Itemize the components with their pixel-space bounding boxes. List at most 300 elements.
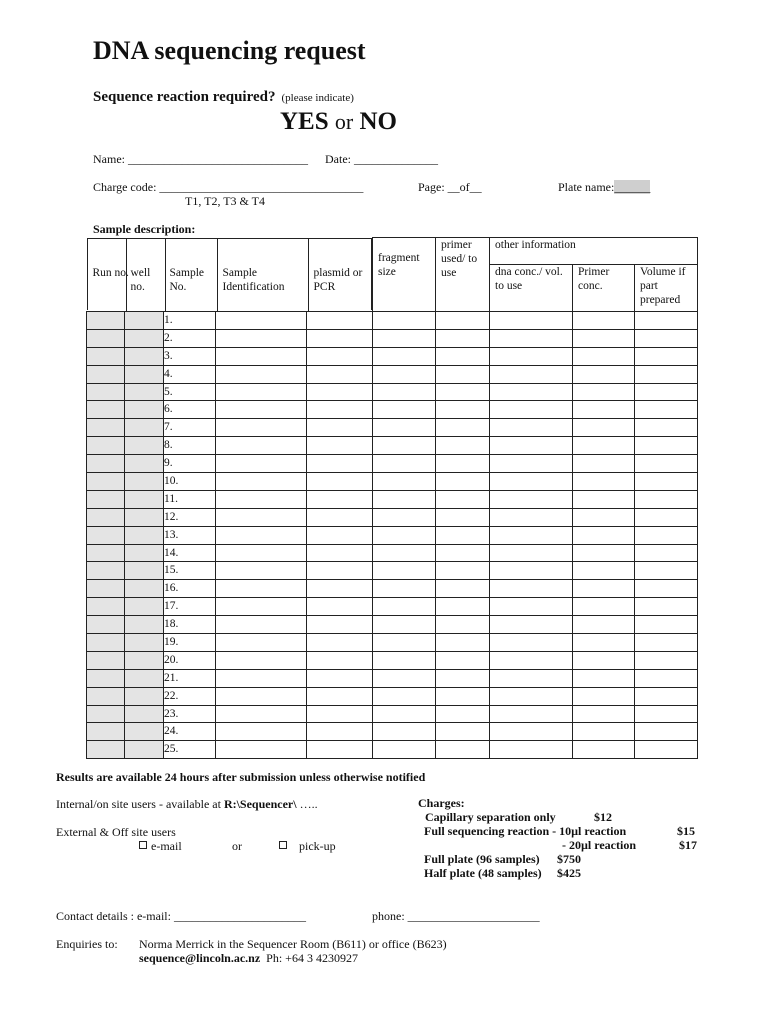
table-cell[interactable] [573, 634, 635, 652]
well-no-cell[interactable] [125, 687, 164, 705]
table-cell[interactable] [573, 490, 635, 508]
table-cell[interactable] [490, 580, 573, 598]
table-cell[interactable] [573, 705, 635, 723]
table-cell[interactable] [216, 312, 307, 330]
well-no-cell[interactable] [125, 508, 164, 526]
sample-no-cell: 9. [164, 455, 216, 473]
table-cell[interactable] [307, 616, 373, 634]
table-cell[interactable] [490, 634, 573, 652]
run-no-cell[interactable] [87, 705, 125, 723]
charge-label: Half plate (48 samples) [424, 866, 542, 880]
table-cell[interactable] [436, 741, 490, 759]
header-other-information: other information [490, 238, 698, 265]
table-cell[interactable] [307, 544, 373, 562]
sample-no-cell: 22. [164, 687, 216, 705]
sample-no-cell: 10. [164, 473, 216, 491]
well-no-cell[interactable] [125, 598, 164, 616]
well-no-cell[interactable] [125, 562, 164, 580]
table-cell[interactable] [573, 437, 635, 455]
sample-no-cell: 13. [164, 526, 216, 544]
charge-price: $750 [557, 852, 581, 866]
table-cell[interactable] [436, 455, 490, 473]
charge-price: $12 [594, 810, 612, 824]
table-cell[interactable] [573, 669, 635, 687]
contact-email-field[interactable]: Contact details : e-mail: ______________________ [56, 909, 306, 923]
table-cell[interactable] [436, 562, 490, 580]
table-cell[interactable] [573, 365, 635, 383]
table-cell[interactable] [373, 437, 436, 455]
table-cell[interactable] [490, 687, 573, 705]
run-no-cell[interactable] [87, 741, 125, 759]
well-no-cell[interactable] [125, 490, 164, 508]
name-field[interactable]: Name: ______________________________ [93, 152, 308, 166]
table-row [87, 490, 698, 508]
table-cell[interactable] [307, 437, 373, 455]
table-cell[interactable] [373, 383, 436, 401]
table-cell[interactable] [307, 669, 373, 687]
table-cell[interactable] [216, 347, 307, 365]
table-row [87, 687, 698, 705]
table-cell[interactable] [373, 669, 436, 687]
table-cell[interactable] [307, 741, 373, 759]
table-row [87, 705, 698, 723]
table-cell[interactable] [373, 705, 436, 723]
charges-block [418, 796, 697, 880]
run-no-cell[interactable] [87, 508, 125, 526]
sample-no-cell: 2. [164, 329, 216, 347]
table-cell[interactable] [436, 312, 490, 330]
table-cell[interactable] [436, 526, 490, 544]
run-no-cell[interactable] [87, 616, 125, 634]
table-row [87, 723, 698, 741]
well-no-cell[interactable] [125, 437, 164, 455]
table-cell[interactable] [216, 741, 307, 759]
table-cell[interactable] [490, 651, 573, 669]
table-cell[interactable] [490, 473, 573, 491]
plate-name-field[interactable] [558, 180, 650, 195]
sample-no-cell: 5. [164, 383, 216, 401]
table-cell[interactable] [490, 741, 573, 759]
table-cell[interactable] [307, 580, 373, 598]
table-cell[interactable] [436, 365, 490, 383]
table-cell[interactable] [635, 473, 698, 491]
table-cell[interactable] [490, 437, 573, 455]
header-plasmid-or-pcr: plasmid or PCR [313, 266, 363, 293]
sample-table [86, 237, 698, 759]
table-row [87, 312, 698, 330]
table-cell[interactable] [635, 437, 698, 455]
table-cell[interactable] [307, 508, 373, 526]
table-row [87, 329, 698, 347]
table-cell[interactable] [573, 526, 635, 544]
table-cell[interactable] [436, 437, 490, 455]
table-cell[interactable] [216, 651, 307, 669]
run-no-cell[interactable] [87, 687, 125, 705]
table-cell[interactable] [436, 383, 490, 401]
table-cell[interactable] [490, 705, 573, 723]
table-cell[interactable] [216, 544, 307, 562]
table-cell[interactable] [216, 473, 307, 491]
table-cell[interactable] [635, 562, 698, 580]
run-no-cell[interactable] [87, 634, 125, 652]
table-cell[interactable] [216, 365, 307, 383]
table-row [87, 634, 698, 652]
sample-no-cell: 4. [164, 365, 216, 383]
table-cell[interactable] [373, 598, 436, 616]
run-no-cell[interactable] [87, 526, 125, 544]
run-no-cell[interactable] [87, 544, 125, 562]
table-cell[interactable] [216, 490, 307, 508]
table-row [87, 669, 698, 687]
well-no-cell[interactable] [125, 455, 164, 473]
sample-no-cell: 23. [164, 705, 216, 723]
table-cell[interactable] [436, 490, 490, 508]
table-cell[interactable] [216, 723, 307, 741]
header-sample-identification: Sample Identification [222, 266, 285, 293]
table-cell[interactable] [373, 490, 436, 508]
table-cell[interactable] [635, 741, 698, 759]
well-no-cell[interactable] [125, 616, 164, 634]
table-cell[interactable] [490, 598, 573, 616]
table-cell[interactable] [635, 508, 698, 526]
table-cell[interactable] [573, 687, 635, 705]
well-no-cell[interactable] [125, 580, 164, 598]
header-dna-conc: dna conc./ vol. to use [490, 265, 573, 312]
table-cell[interactable] [373, 526, 436, 544]
well-no-cell[interactable] [125, 473, 164, 491]
table-cell[interactable] [373, 455, 436, 473]
table-cell[interactable] [635, 651, 698, 669]
table-cell[interactable] [635, 401, 698, 419]
table-cell[interactable] [573, 651, 635, 669]
table-cell[interactable] [490, 455, 573, 473]
table-cell[interactable] [216, 329, 307, 347]
table-cell[interactable] [573, 562, 635, 580]
well-no-cell[interactable] [125, 526, 164, 544]
table-cell[interactable] [635, 598, 698, 616]
table-cell[interactable] [490, 365, 573, 383]
table-row [87, 455, 698, 473]
table-cell[interactable] [373, 687, 436, 705]
enquiries-label: Enquiries to: [56, 937, 118, 951]
table-cell[interactable] [573, 723, 635, 741]
table-cell[interactable] [373, 365, 436, 383]
table-cell[interactable] [573, 616, 635, 634]
table-cell[interactable] [490, 562, 573, 580]
table-cell[interactable] [635, 580, 698, 598]
table-cell[interactable] [307, 419, 373, 437]
table-cell[interactable] [373, 580, 436, 598]
header-left-block [87, 238, 373, 312]
enquiries-email[interactable]: sequence@lincoln.ac.nz [139, 951, 261, 965]
table-row [87, 741, 698, 759]
table-cell[interactable] [216, 616, 307, 634]
table-cell[interactable] [436, 329, 490, 347]
table-cell[interactable] [373, 741, 436, 759]
table-cell[interactable] [373, 723, 436, 741]
results-note: Results are available 24 hours after submission unless otherwise notified [56, 770, 426, 784]
run-no-cell[interactable] [87, 490, 125, 508]
well-no-cell[interactable] [125, 312, 164, 330]
no-option[interactable]: NO [359, 108, 397, 135]
table-cell[interactable] [216, 634, 307, 652]
table-cell[interactable] [635, 634, 698, 652]
table-cell[interactable] [573, 473, 635, 491]
well-no-cell[interactable] [125, 651, 164, 669]
table-cell[interactable] [307, 490, 373, 508]
table-cell[interactable] [373, 544, 436, 562]
table-cell[interactable] [490, 544, 573, 562]
table-cell[interactable] [307, 383, 373, 401]
table-cell[interactable] [573, 508, 635, 526]
table-cell[interactable] [216, 562, 307, 580]
table-cell[interactable] [307, 526, 373, 544]
table-cell[interactable] [216, 598, 307, 616]
email-option-label: e-mail [151, 839, 182, 853]
well-no-cell[interactable] [125, 383, 164, 401]
well-no-cell[interactable] [125, 329, 164, 347]
table-cell[interactable] [216, 508, 307, 526]
divider [217, 239, 218, 311]
table-cell[interactable] [635, 723, 698, 741]
table-cell[interactable] [436, 651, 490, 669]
run-no-cell[interactable] [87, 723, 125, 741]
internal-path: R:\Sequencer\ [223, 797, 297, 811]
or-text: or [334, 109, 354, 134]
contact-phone-field[interactable]: phone: ______________________ [372, 909, 540, 923]
table-cell[interactable] [436, 580, 490, 598]
table-cell[interactable] [635, 455, 698, 473]
table-cell[interactable] [490, 383, 573, 401]
table-cell[interactable] [635, 669, 698, 687]
table-cell[interactable] [573, 329, 635, 347]
table-cell[interactable] [573, 401, 635, 419]
run-no-cell[interactable] [87, 365, 125, 383]
well-no-cell[interactable] [125, 705, 164, 723]
table-cell[interactable] [436, 616, 490, 634]
table-cell[interactable] [216, 437, 307, 455]
table-cell[interactable] [307, 347, 373, 365]
table-cell[interactable] [436, 347, 490, 365]
sample-no-cell: 18. [164, 616, 216, 634]
table-cell[interactable] [436, 401, 490, 419]
table-cell[interactable] [573, 312, 635, 330]
well-no-cell[interactable] [125, 347, 164, 365]
table-cell[interactable] [635, 687, 698, 705]
table-cell[interactable] [436, 508, 490, 526]
sample-no-cell: 20. [164, 651, 216, 669]
charge-label: Capillary separation only [425, 810, 556, 824]
charge-code-options: T1, T2, T3 & T4 [185, 194, 266, 208]
table-cell[interactable] [436, 723, 490, 741]
run-no-cell[interactable] [87, 312, 125, 330]
table-cell[interactable] [436, 419, 490, 437]
sample-no-cell: 15. [164, 562, 216, 580]
table-cell[interactable] [373, 312, 436, 330]
table-cell[interactable] [635, 347, 698, 365]
table-cell[interactable] [573, 383, 635, 401]
yes-option[interactable]: YES [280, 108, 329, 135]
table-cell[interactable] [436, 687, 490, 705]
table-cell[interactable] [635, 419, 698, 437]
table-cell[interactable] [216, 705, 307, 723]
well-no-cell[interactable] [125, 365, 164, 383]
charge-label: Full plate (96 samples) [424, 852, 540, 866]
sample-no-cell: 14. [164, 544, 216, 562]
table-cell[interactable] [436, 669, 490, 687]
table-cell[interactable] [373, 508, 436, 526]
well-no-cell[interactable] [125, 723, 164, 741]
table-cell[interactable] [307, 401, 373, 419]
table-cell[interactable] [436, 473, 490, 491]
charges-heading: Charges: [418, 796, 465, 810]
table-cell[interactable] [490, 508, 573, 526]
table-cell[interactable] [373, 634, 436, 652]
table-cell[interactable] [490, 347, 573, 365]
charge-code-field[interactable]: Charge code: __________________________________ [93, 180, 364, 194]
well-no-cell[interactable] [125, 401, 164, 419]
header-well-no: well no. [130, 266, 151, 293]
table-cell[interactable] [373, 562, 436, 580]
run-no-cell[interactable] [87, 419, 125, 437]
table-cell[interactable] [216, 401, 307, 419]
run-no-cell[interactable] [87, 329, 125, 347]
table-cell[interactable] [490, 329, 573, 347]
table-cell[interactable] [373, 401, 436, 419]
table-cell[interactable] [373, 329, 436, 347]
table-cell[interactable] [490, 312, 573, 330]
enquiries-text: Norma Merrick in the Sequencer Room (B611) or office (B623) [139, 937, 447, 951]
table-cell[interactable] [307, 312, 373, 330]
table-cell[interactable] [373, 419, 436, 437]
table-cell[interactable] [307, 634, 373, 652]
sample-no-cell: 19. [164, 634, 216, 652]
table-cell[interactable] [490, 616, 573, 634]
divider [308, 239, 309, 311]
run-no-cell[interactable] [87, 383, 125, 401]
table-cell[interactable] [216, 383, 307, 401]
table-cell[interactable] [307, 455, 373, 473]
table-row [87, 473, 698, 491]
table-cell[interactable] [573, 419, 635, 437]
table-row [87, 580, 698, 598]
table-cell[interactable] [373, 616, 436, 634]
table-cell[interactable] [307, 365, 373, 383]
well-no-cell[interactable] [125, 669, 164, 687]
table-row [87, 544, 698, 562]
table-cell[interactable] [307, 651, 373, 669]
date-field[interactable]: Date: ______________ [325, 152, 438, 166]
sample-no-cell: 25. [164, 741, 216, 759]
email-option[interactable] [139, 839, 182, 854]
table-cell[interactable] [490, 669, 573, 687]
table-cell[interactable] [307, 329, 373, 347]
header-fragment-size: fragment size [373, 238, 436, 312]
table-cell[interactable] [216, 580, 307, 598]
table-row [87, 508, 698, 526]
well-no-cell[interactable] [125, 544, 164, 562]
run-no-cell[interactable] [87, 401, 125, 419]
run-no-cell[interactable] [87, 347, 125, 365]
run-no-cell[interactable] [87, 562, 125, 580]
table-cell[interactable] [490, 401, 573, 419]
run-no-cell[interactable] [87, 437, 125, 455]
table-cell[interactable] [635, 616, 698, 634]
enquiries-phone: Ph: +64 3 4230927 [266, 951, 358, 965]
table-cell[interactable] [307, 687, 373, 705]
table-cell[interactable] [373, 473, 436, 491]
table-cell[interactable] [373, 651, 436, 669]
table-cell[interactable] [573, 544, 635, 562]
sample-no-cell: 11. [164, 490, 216, 508]
run-no-cell[interactable] [87, 580, 125, 598]
table-cell[interactable] [573, 598, 635, 616]
table-cell[interactable] [436, 544, 490, 562]
table-cell[interactable] [436, 705, 490, 723]
table-cell[interactable] [490, 490, 573, 508]
run-no-cell[interactable] [87, 598, 125, 616]
table-cell[interactable] [635, 329, 698, 347]
run-no-cell[interactable] [87, 473, 125, 491]
table-cell[interactable] [307, 562, 373, 580]
run-no-cell[interactable] [87, 669, 125, 687]
table-cell[interactable] [635, 705, 698, 723]
table-cell[interactable] [490, 526, 573, 544]
table-cell[interactable] [216, 669, 307, 687]
table-cell[interactable] [436, 598, 490, 616]
table-cell[interactable] [635, 365, 698, 383]
sample-no-cell: 17. [164, 598, 216, 616]
table-cell[interactable] [216, 455, 307, 473]
page-title: DNA sequencing request [93, 36, 366, 65]
table-cell[interactable] [635, 383, 698, 401]
table-cell[interactable] [216, 526, 307, 544]
table-cell[interactable] [573, 741, 635, 759]
table-cell[interactable] [307, 705, 373, 723]
table-cell[interactable] [216, 687, 307, 705]
table-row [87, 598, 698, 616]
table-cell[interactable] [573, 580, 635, 598]
table-cell[interactable] [490, 419, 573, 437]
table-cell[interactable] [573, 347, 635, 365]
table-cell[interactable] [635, 312, 698, 330]
header-primer-conc: Primer conc. [573, 265, 635, 312]
table-cell[interactable] [635, 526, 698, 544]
charge-price: $17 [679, 838, 697, 852]
table-cell[interactable] [216, 419, 307, 437]
pickup-option[interactable] [279, 839, 336, 854]
email-checkbox[interactable] [139, 841, 147, 849]
table-cell[interactable] [307, 598, 373, 616]
table-cell[interactable] [635, 490, 698, 508]
table-cell[interactable] [307, 723, 373, 741]
table-cell[interactable] [307, 473, 373, 491]
well-no-cell[interactable] [125, 634, 164, 652]
run-no-cell[interactable] [87, 455, 125, 473]
well-no-cell[interactable] [125, 741, 164, 759]
table-cell[interactable] [373, 347, 436, 365]
run-no-cell[interactable] [87, 651, 125, 669]
table-cell[interactable] [573, 455, 635, 473]
sample-no-cell: 21. [164, 669, 216, 687]
pickup-checkbox[interactable] [279, 841, 287, 849]
page-field[interactable]: Page: __of__ [418, 180, 482, 194]
table-cell[interactable] [635, 544, 698, 562]
table-cell[interactable] [490, 723, 573, 741]
well-no-cell[interactable] [125, 419, 164, 437]
table-cell[interactable] [436, 634, 490, 652]
plate-name-blank[interactable]: ______ [614, 180, 651, 194]
